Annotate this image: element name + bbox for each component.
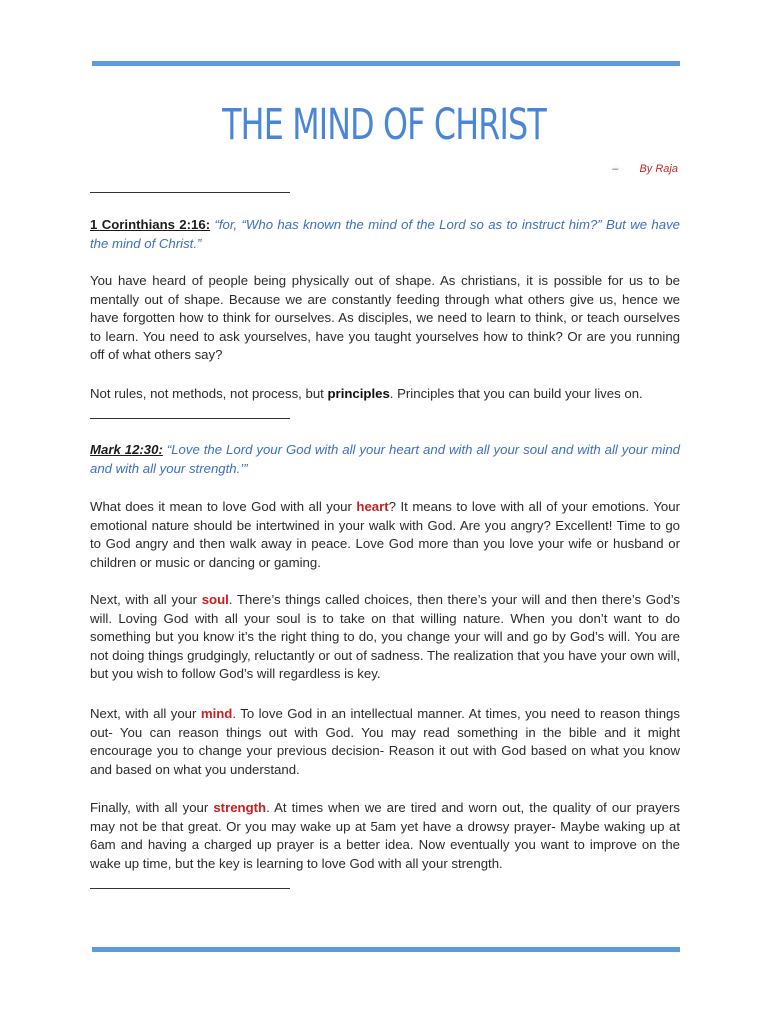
principles-word: principles bbox=[327, 386, 390, 401]
byline bbox=[612, 163, 678, 175]
heart-post: ? It means to love with all of your emotions. Your emotional nature should be intertwined in your walk with God. Are you angry? Excellent! Time to go to God angry and then walk away in peace. Love God more than you love your wife or husband or children or music or dancing or gaming. bbox=[90, 499, 680, 570]
scripture-2 bbox=[90, 441, 680, 478]
scripture-1-quote: “for, “Who has known the mind of the Lord so as to instruct him?” But we have the mind of Christ.” bbox=[90, 217, 681, 251]
mind-word: mind bbox=[200, 706, 233, 721]
scripture-1-reference: 1 Corinthians 2:16: bbox=[90, 217, 211, 232]
bottom-rule bbox=[92, 947, 680, 952]
paragraph-principles bbox=[90, 385, 680, 404]
separator-line bbox=[90, 888, 290, 889]
paragraph-strength bbox=[90, 799, 680, 873]
scripture-2-quote: “Love the Lord your God with all your heart and with all your soul and with all your mind and with all your strength.’” bbox=[90, 442, 680, 476]
byline-author: By Raja bbox=[639, 163, 678, 175]
mind-post: . To love God in an intellectual manner. At times, you need to reason things out- You can reason things out with God. You may read something in the bible and it might encourage you to change your previous decision- Reason it out with God based on what you know and based on what you understand. bbox=[90, 706, 680, 777]
soul-post: . There’s things called choices, then there’s your will and then there’s God’s will. Loving God with all your soul is to take on that willing nature. When you don’t want to do something but you know it’s the right thing to do, you change your will and go by God’s will. You are not doing things grudgingly, reluctantly or out of sadness. The realization that you have your own will, but you wish to follow God’s will regardless is key. bbox=[90, 592, 680, 682]
heart-pre: What does it mean to love God with all your bbox=[90, 499, 357, 514]
page-title: THE MIND OF CHRIST bbox=[222, 100, 546, 150]
paragraph-mind bbox=[90, 705, 680, 779]
strength-pre: Finally, with all your bbox=[90, 800, 214, 815]
paragraph-intro: You have heard of people being physically out of shape. As christians, it is possible for us to be mentally out of shape. Because we are constantly feeding through what others give us, hence we have forgotten how to think for ourselves. As disciples, we need to learn to think, or teach ourselves to learn. You need to ask yourselves, have you taught yourselves how to think? Or are you running off of what others say? bbox=[90, 273, 680, 363]
soul-word: soul bbox=[201, 592, 229, 607]
scripture-2-reference: Mark 12:30: bbox=[90, 442, 163, 457]
separator-line bbox=[90, 418, 290, 419]
heart-word: heart bbox=[356, 499, 389, 514]
principles-post: . Principles that you can build your lives on. bbox=[389, 386, 643, 401]
strength-post: . At times when we are tired and worn out, the quality of our prayers may not be that great. Or you may wake up at 5am yet have a drowsy prayer- Maybe waking up at 6am and having a charged up prayer is a better idea. Now eventually you want to improve on the wake up time, but the key is learning to love God with all your strength. bbox=[90, 800, 680, 871]
paragraph-soul bbox=[90, 591, 680, 684]
separator-line bbox=[90, 192, 290, 193]
paragraph-heart bbox=[90, 498, 680, 572]
mind-pre: Next, with all your bbox=[90, 706, 201, 721]
principles-pre: Not rules, not methods, not process, but bbox=[90, 386, 328, 401]
strength-word: strength bbox=[213, 800, 267, 815]
top-rule bbox=[92, 61, 680, 66]
scripture-1 bbox=[90, 216, 680, 253]
soul-pre: Next, with all your bbox=[90, 592, 202, 607]
byline-dash: – bbox=[612, 163, 619, 175]
